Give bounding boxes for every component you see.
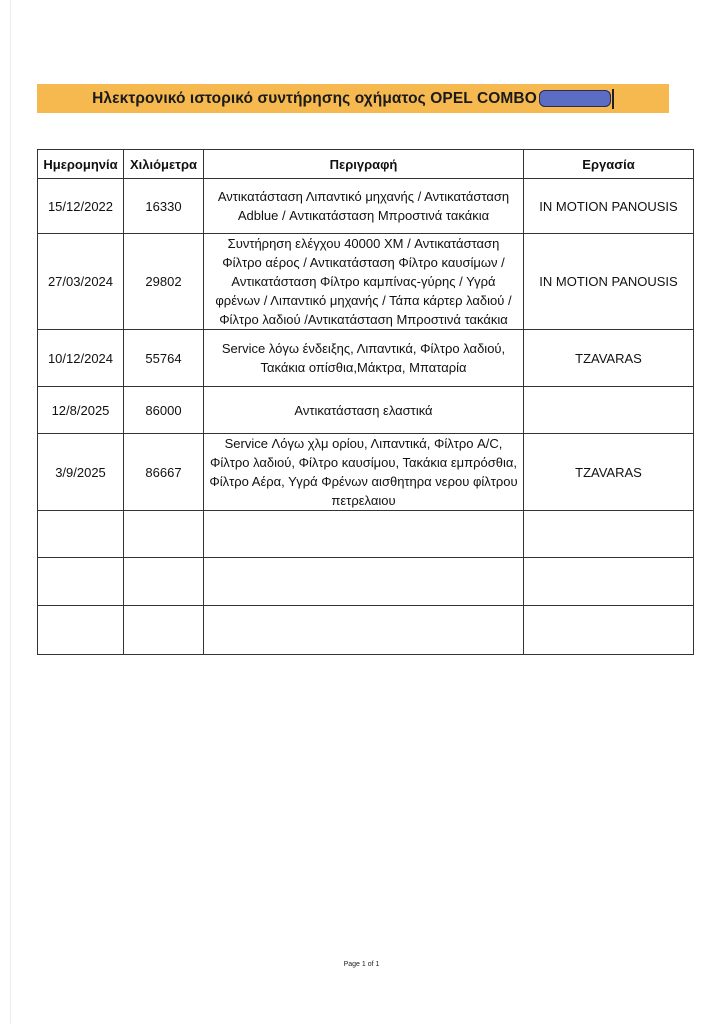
header-km: Χιλιόμετρα xyxy=(124,150,204,179)
title-bar xyxy=(37,84,669,113)
page-edge xyxy=(10,0,11,1024)
cell-km xyxy=(124,511,204,558)
redaction-mark xyxy=(539,90,611,107)
cell-km: 86667 xyxy=(124,434,204,511)
cell-date: 27/03/2024 xyxy=(38,234,124,330)
cell-work xyxy=(524,558,694,606)
cell-description xyxy=(204,606,524,655)
document-title: Ηλεκτρονικό ιστορικό συντήρησης οχήματος OPEL COMBO xyxy=(92,89,537,107)
cell-description xyxy=(204,558,524,606)
table-row xyxy=(38,606,694,655)
table-header-row xyxy=(38,150,694,179)
table-row xyxy=(38,558,694,606)
maintenance-table xyxy=(37,149,694,655)
cell-km xyxy=(124,606,204,655)
cell-work: TZAVARAS xyxy=(524,434,694,511)
cell-work xyxy=(524,511,694,558)
cell-work: IN MOTION PANOUSIS xyxy=(524,179,694,234)
cell-km: 55764 xyxy=(124,330,204,387)
cell-description: Αντικατάσταση Λιπαντικό μηχανής / Αντικατάσταση Adblue / Αντικατάσταση Μπροστινά τακάκια xyxy=(204,179,524,234)
table-row xyxy=(38,434,694,511)
cell-date xyxy=(38,511,124,558)
cell-description: Αντικατάσταση ελαστικά xyxy=(204,387,524,434)
cell-work xyxy=(524,387,694,434)
table-row xyxy=(38,179,694,234)
header-date: Ημερομηνία xyxy=(38,150,124,179)
cell-date: 15/12/2022 xyxy=(38,179,124,234)
page-footer: Page 1 of 1 xyxy=(343,961,380,968)
table-row xyxy=(38,330,694,387)
cell-work xyxy=(524,606,694,655)
cell-description: Συντήρηση ελέγχου 40000 XM / Αντικατάσταση Φίλτρο αέρος / Αντικατάσταση Φίλτρο καυσίμων / Αντικατάσταση Φίλτρο καμπίνας-γύρης / Υγρά φρένων / Λιπαντικό μηχανής / Τάπα κάρτερ λαδιού / Φίλτρο λαδιού /Αντικατάσταση Μπροστινά τακάκια xyxy=(204,234,524,330)
cell-date: 12/8/2025 xyxy=(38,387,124,434)
cell-description: Service Λόγω χλμ ορίου, Λιπαντικά, Φίλτρο A/C, Φίλτρο λαδιού, Φίλτρο καυσίμου, Τακάκια εμπρόσθια, Φίλτρο Αέρα, Υγρά Φρένων αισθητηρα νερου φίλτρου πετρελαιου xyxy=(204,434,524,511)
header-description: Περιγραφή xyxy=(204,150,524,179)
redaction-edge xyxy=(612,89,614,109)
cell-description xyxy=(204,511,524,558)
cell-work: TZAVARAS xyxy=(524,330,694,387)
cell-date: 10/12/2024 xyxy=(38,330,124,387)
cell-km: 86000 xyxy=(124,387,204,434)
cell-date: 3/9/2025 xyxy=(38,434,124,511)
cell-km xyxy=(124,558,204,606)
table-row xyxy=(38,511,694,558)
cell-km: 16330 xyxy=(124,179,204,234)
table-row xyxy=(38,387,694,434)
table-row xyxy=(38,234,694,330)
cell-work: IN MOTION PANOUSIS xyxy=(524,234,694,330)
cell-description: Service λόγω ένδειξης, Λιπαντικά, Φίλτρο λαδιού, Τακάκια οπίσθια,Μάκτρα, Μπαταρία xyxy=(204,330,524,387)
cell-date xyxy=(38,558,124,606)
header-work: Εργασία xyxy=(524,150,694,179)
cell-date xyxy=(38,606,124,655)
cell-km: 29802 xyxy=(124,234,204,330)
